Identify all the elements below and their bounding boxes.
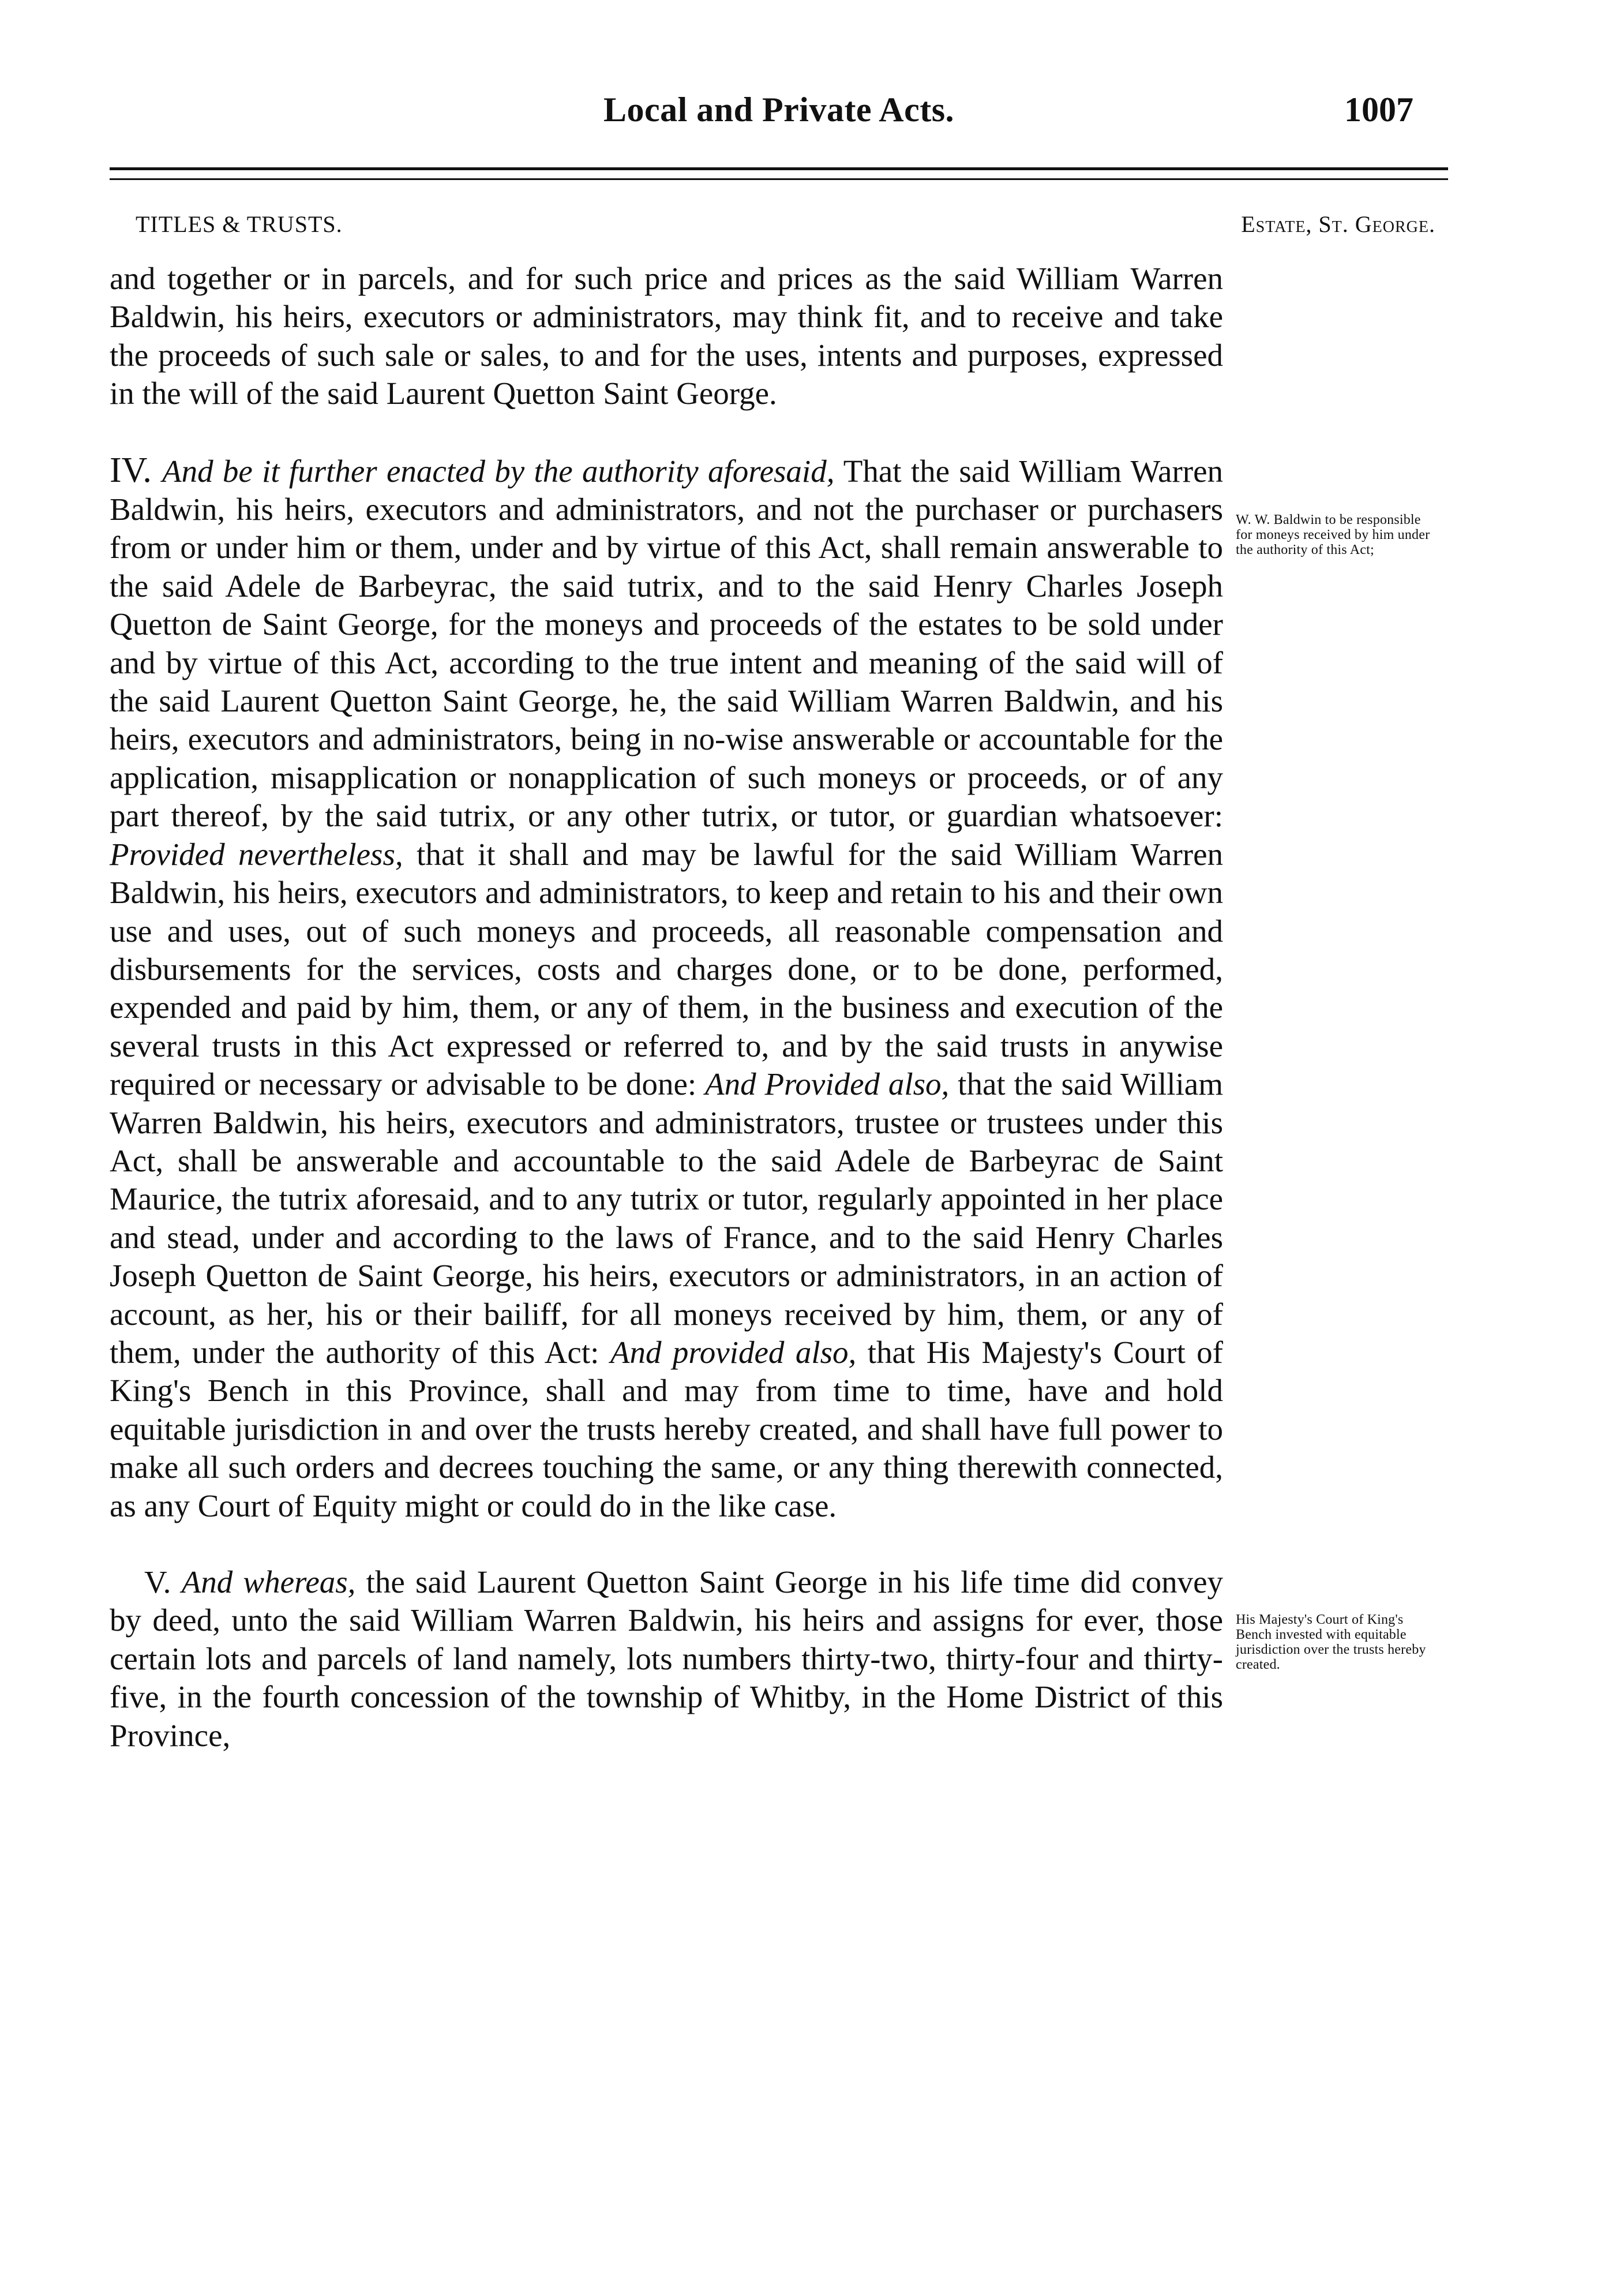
section-numeral: IV. <box>110 450 162 490</box>
paragraph <box>110 451 1223 1525</box>
italic-phrase: And whereas, <box>181 1564 356 1600</box>
body-text <box>110 260 1223 1755</box>
text-segment: that the said William Warren Baldwin, his heirs, executors and administrators, trustee or trustees under this Act, shall be answerable and accountable to the said Adele de Barbeyrac de Saint Maurice, the tutrix aforesaid, and to any tutrix or tutor, regularly appointed in her place and stead, under and according to the laws of France, and to the said Henry Charles Joseph Quetton de Saint George, his heirs, executors or administrators, in an action of account, as her, his or their bailiff, for all moneys received by him, them, or any of them, under the authority of this Act: <box>110 1066 1223 1370</box>
paragraph <box>110 1563 1223 1755</box>
text-segment: the said Laurent Quetton Saint George in his life time did convey by deed, unto the said William Warren Baldwin, his heirs and assigns for ever, those certain lots and parcels of land namely, lots numbers thirty-two, thirty-four and thirty-five, in the fourth concession of the township of Whitby, in the Home District of this Province, <box>110 1564 1223 1753</box>
margin-note-kings-bench: His Majesty's Court of King's Bench invested with equitable jurisdiction over the trusts hereby created. <box>1236 1612 1426 1672</box>
page-number: 1007 <box>1344 91 1413 129</box>
text-segment: V. <box>144 1564 182 1600</box>
text-segment: That the said William Warren Baldwin, his heirs, executors and administrators, and not the purchaser or purchasers from or under him or them, under and by virtue of this Act, shall remain answerable to the said Adele de Barbeyrac, the said tutrix, and to the said Henry Charles Joseph Quetton de Saint George, for the moneys and proceeds of the estates to be sold under and by virtue of this Act, according to the true intent and meaning of the said will of the said Laurent Quetton Saint George, he, the said William Warren Baldwin, and his heirs, executors and administrators, being in no-wise answerable or accountable for the application, misapplication or nonapplication of such moneys or proceeds, or of any part thereof, by the said tutrix, or any other tutrix, or tutor, or guardian whatsoever: <box>110 453 1223 834</box>
text-segment: that His Majesty's Court of King's Bench in this Province, shall and may from time to time, have and hold equitable jurisdiction in and over the trusts hereby created, and shall have full power to make all such orders and decrees touching the same, or any thing therewith connected, as any Court of Equity might or could do in the like case. <box>110 1334 1224 1523</box>
text-segment: and together or in parcels, and for such price and prices as the said William Warren Baldwin, his heirs, executors or administrators, may think fit, and to receive and take the proceeds of such sale or sales, to and for the uses, intents and purposes, expressed in the will of the said Laurent Quetton Saint George. <box>110 261 1223 411</box>
paragraph <box>110 260 1223 413</box>
header-rule <box>110 167 1448 180</box>
section-heading-left: TITLES & TRUSTS. <box>136 211 343 237</box>
section-heading-right: Estate, St. George. <box>1241 211 1435 237</box>
running-title: Local and Private Acts. <box>603 91 955 129</box>
italic-phrase: And Provided also, <box>705 1066 950 1102</box>
running-head <box>110 87 1448 138</box>
text-segment: that it shall and may be lawful for the said William Warren Baldwin, his heirs, executors and administrators, to keep and retain to his and their own use and uses, out of such moneys and proceeds, all reasonable compensation and disbursements for the services, costs and charges done, or to be done, performed, expended and paid by him, them, or any of them, in the business and execution of the several trusts in this Act expressed or referred to, and by the said trusts in anywise required or necessary or advisable to be done: <box>110 836 1223 1102</box>
italic-phrase: And be it further enacted by the authority aforesaid, <box>162 453 835 489</box>
margin-note-baldwin: W. W. Baldwin to be responsible for moneys received by him under the authority of this Act; <box>1236 512 1430 557</box>
italic-phrase: And provided also, <box>610 1334 857 1370</box>
italic-phrase: Provided nevertheless, <box>110 836 403 872</box>
